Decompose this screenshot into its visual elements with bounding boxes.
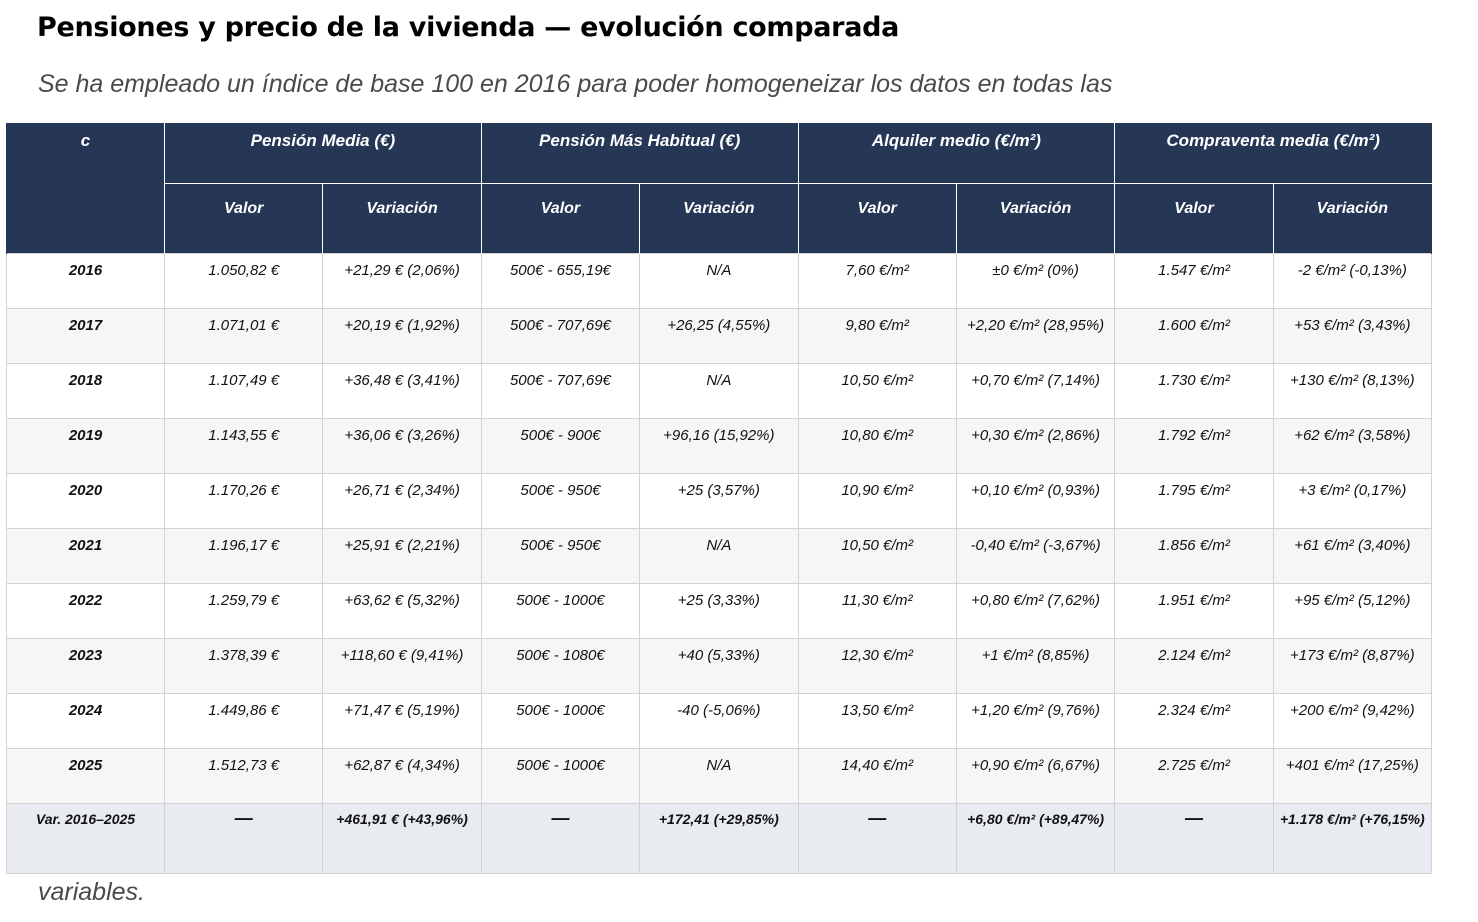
subheader-variacion: Variación [1273,183,1431,253]
cell-variacion: +3 €/m² (0,17%) [1273,473,1431,528]
cell-variacion: +1 €/m² (8,85%) [956,638,1114,693]
table-header [7,123,1432,253]
cell-valor: 1.050,82 € [165,253,323,308]
table-body [7,253,1432,873]
cell-variacion: +401 €/m² (17,25%) [1273,748,1431,803]
cell-valor: 1.170,26 € [165,473,323,528]
row-year: 2021 [7,528,165,583]
cell-variacion: +0,70 €/m² (7,14%) [956,363,1114,418]
cell-variacion: +95 €/m² (5,12%) [1273,583,1431,638]
table-row [7,418,1432,473]
cell-valor: 1.107,49 € [165,363,323,418]
cell-valor: 7,60 €/m² [798,253,956,308]
cell-variacion: +53 €/m² (3,43%) [1273,308,1431,363]
header-group-row [7,123,1432,183]
cell-variacion: +25 (3,57%) [640,473,798,528]
cell-valor: 1.730 €/m² [1115,363,1273,418]
cell-valor: 2.725 €/m² [1115,748,1273,803]
cell-variacion: +96,16 (15,92%) [640,418,798,473]
cell-variacion: +20,19 € (1,92%) [323,308,481,363]
row-year: 2023 [7,638,165,693]
cell-variacion: N/A [640,363,798,418]
header-sub-row [7,183,1432,253]
cell-valor: 500€ - 1000€ [481,583,639,638]
cell-valor: 500€ - 950€ [481,528,639,583]
cell-variacion: +21,29 € (2,06%) [323,253,481,308]
row-year: 2019 [7,418,165,473]
total-cell-valor: — [1115,803,1273,873]
table-row [7,308,1432,363]
cell-variacion: +62 €/m² (3,58%) [1273,418,1431,473]
cell-variacion: +36,48 € (3,41%) [323,363,481,418]
cell-variacion: +0,90 €/m² (6,67%) [956,748,1114,803]
cell-variacion: +26,25 (4,55%) [640,308,798,363]
subheader-variacion: Variación [956,183,1114,253]
table-row [7,363,1432,418]
cell-variacion: +2,20 €/m² (28,95%) [956,308,1114,363]
total-row [7,803,1432,873]
total-cell-variacion: +172,41 (+29,85%) [640,803,798,873]
cell-variacion: +61 €/m² (3,40%) [1273,528,1431,583]
cell-valor: 1.856 €/m² [1115,528,1273,583]
cell-valor: 10,80 €/m² [798,418,956,473]
cell-valor: 1.449,86 € [165,693,323,748]
subheader-variacion: Variación [640,183,798,253]
group-header-pension-habitual: Pensión Más Habitual (€) [481,123,798,183]
cell-variacion: N/A [640,528,798,583]
row-year: 2020 [7,473,165,528]
table-row [7,748,1432,803]
cell-variacion: +25 (3,33%) [640,583,798,638]
cell-valor: 500€ - 1000€ [481,748,639,803]
cell-valor: 500€ - 655,19€ [481,253,639,308]
cell-valor: 1.951 €/m² [1115,583,1273,638]
page-subtitle-continuation: variables. [38,878,145,906]
cell-variacion: -2 €/m² (-0,13%) [1273,253,1431,308]
cell-valor: 500€ - 950€ [481,473,639,528]
cell-variacion: +173 €/m² (8,87%) [1273,638,1431,693]
cell-variacion: +63,62 € (5,32%) [323,583,481,638]
cell-valor: 9,80 €/m² [798,308,956,363]
cell-valor: 1.600 €/m² [1115,308,1273,363]
subheader-valor: Valor [481,183,639,253]
cell-valor: 2.324 €/m² [1115,693,1273,748]
subheader-variacion: Variación [323,183,481,253]
cell-valor: 13,50 €/m² [798,693,956,748]
table-row [7,473,1432,528]
cell-valor: 1.143,55 € [165,418,323,473]
cell-valor: 1.071,01 € [165,308,323,363]
cell-variacion: +62,87 € (4,34%) [323,748,481,803]
row-year: 2018 [7,363,165,418]
cell-variacion: +71,47 € (5,19%) [323,693,481,748]
cell-variacion: +130 €/m² (8,13%) [1273,363,1431,418]
group-header-compraventa: Compraventa media (€/m²) [1115,123,1432,183]
cell-variacion: +36,06 € (3,26%) [323,418,481,473]
total-cell-valor: — [798,803,956,873]
cell-variacion: N/A [640,253,798,308]
cell-valor: 500€ - 1000€ [481,693,639,748]
page-subtitle: Se ha empleado un índice de base 100 en 2016 para poder homogeneizar los datos en todas las [38,70,1113,98]
cell-valor: 1.547 €/m² [1115,253,1273,308]
cell-valor: 10,50 €/m² [798,528,956,583]
cell-valor: 500€ - 707,69€ [481,308,639,363]
total-cell-valor: — [481,803,639,873]
cell-valor: 10,90 €/m² [798,473,956,528]
total-label: Var. 2016–2025 [7,803,165,873]
cell-variacion: -40 (-5,06%) [640,693,798,748]
subheader-valor: Valor [165,183,323,253]
row-year: 2022 [7,583,165,638]
cell-variacion: +1,20 €/m² (9,76%) [956,693,1114,748]
cell-variacion: +26,71 € (2,34%) [323,473,481,528]
cell-valor: 10,50 €/m² [798,363,956,418]
cell-variacion: +0,80 €/m² (7,62%) [956,583,1114,638]
table-row [7,528,1432,583]
cell-valor: 500€ - 1080€ [481,638,639,693]
group-header-pension-media: Pensión Media (€) [165,123,482,183]
comparison-table [6,123,1432,874]
cell-valor: 500€ - 900€ [481,418,639,473]
cell-variacion: ±0 €/m² (0%) [956,253,1114,308]
cell-valor: 14,40 €/m² [798,748,956,803]
group-header-alquiler: Alquiler medio (€/m²) [798,123,1115,183]
cell-variacion: +0,10 €/m² (0,93%) [956,473,1114,528]
cell-valor: 2.124 €/m² [1115,638,1273,693]
cell-valor: 1.795 €/m² [1115,473,1273,528]
total-cell-variacion: +1.178 €/m² (+76,15%) [1273,803,1431,873]
cell-valor: 12,30 €/m² [798,638,956,693]
cell-valor: 1.378,39 € [165,638,323,693]
table-row [7,638,1432,693]
row-year: 2017 [7,308,165,363]
cell-variacion: +40 (5,33%) [640,638,798,693]
cell-variacion: +200 €/m² (9,42%) [1273,693,1431,748]
row-year: 2025 [7,748,165,803]
total-cell-valor: — [165,803,323,873]
table-row [7,583,1432,638]
cell-variacion: -0,40 €/m² (-3,67%) [956,528,1114,583]
table-row [7,693,1432,748]
cell-variacion: +0,30 €/m² (2,86%) [956,418,1114,473]
cell-variacion: +25,91 € (2,21%) [323,528,481,583]
row-year: 2024 [7,693,165,748]
total-cell-variacion: +6,80 €/m² (+89,47%) [956,803,1114,873]
cell-valor: 1.259,79 € [165,583,323,638]
total-cell-variacion: +461,91 € (+43,96%) [323,803,481,873]
cell-variacion: N/A [640,748,798,803]
cell-valor: 1.512,73 € [165,748,323,803]
cell-valor: 1.792 €/m² [1115,418,1273,473]
cell-valor: 1.196,17 € [165,528,323,583]
corner-header: c [7,123,165,253]
table-row [7,253,1432,308]
subheader-valor: Valor [798,183,956,253]
subheader-valor: Valor [1115,183,1273,253]
page-title: Pensiones y precio de la vivienda — evolución comparada [37,12,900,43]
cell-variacion: +118,60 € (9,41%) [323,638,481,693]
cell-valor: 11,30 €/m² [798,583,956,638]
row-year: 2016 [7,253,165,308]
cell-valor: 500€ - 707,69€ [481,363,639,418]
